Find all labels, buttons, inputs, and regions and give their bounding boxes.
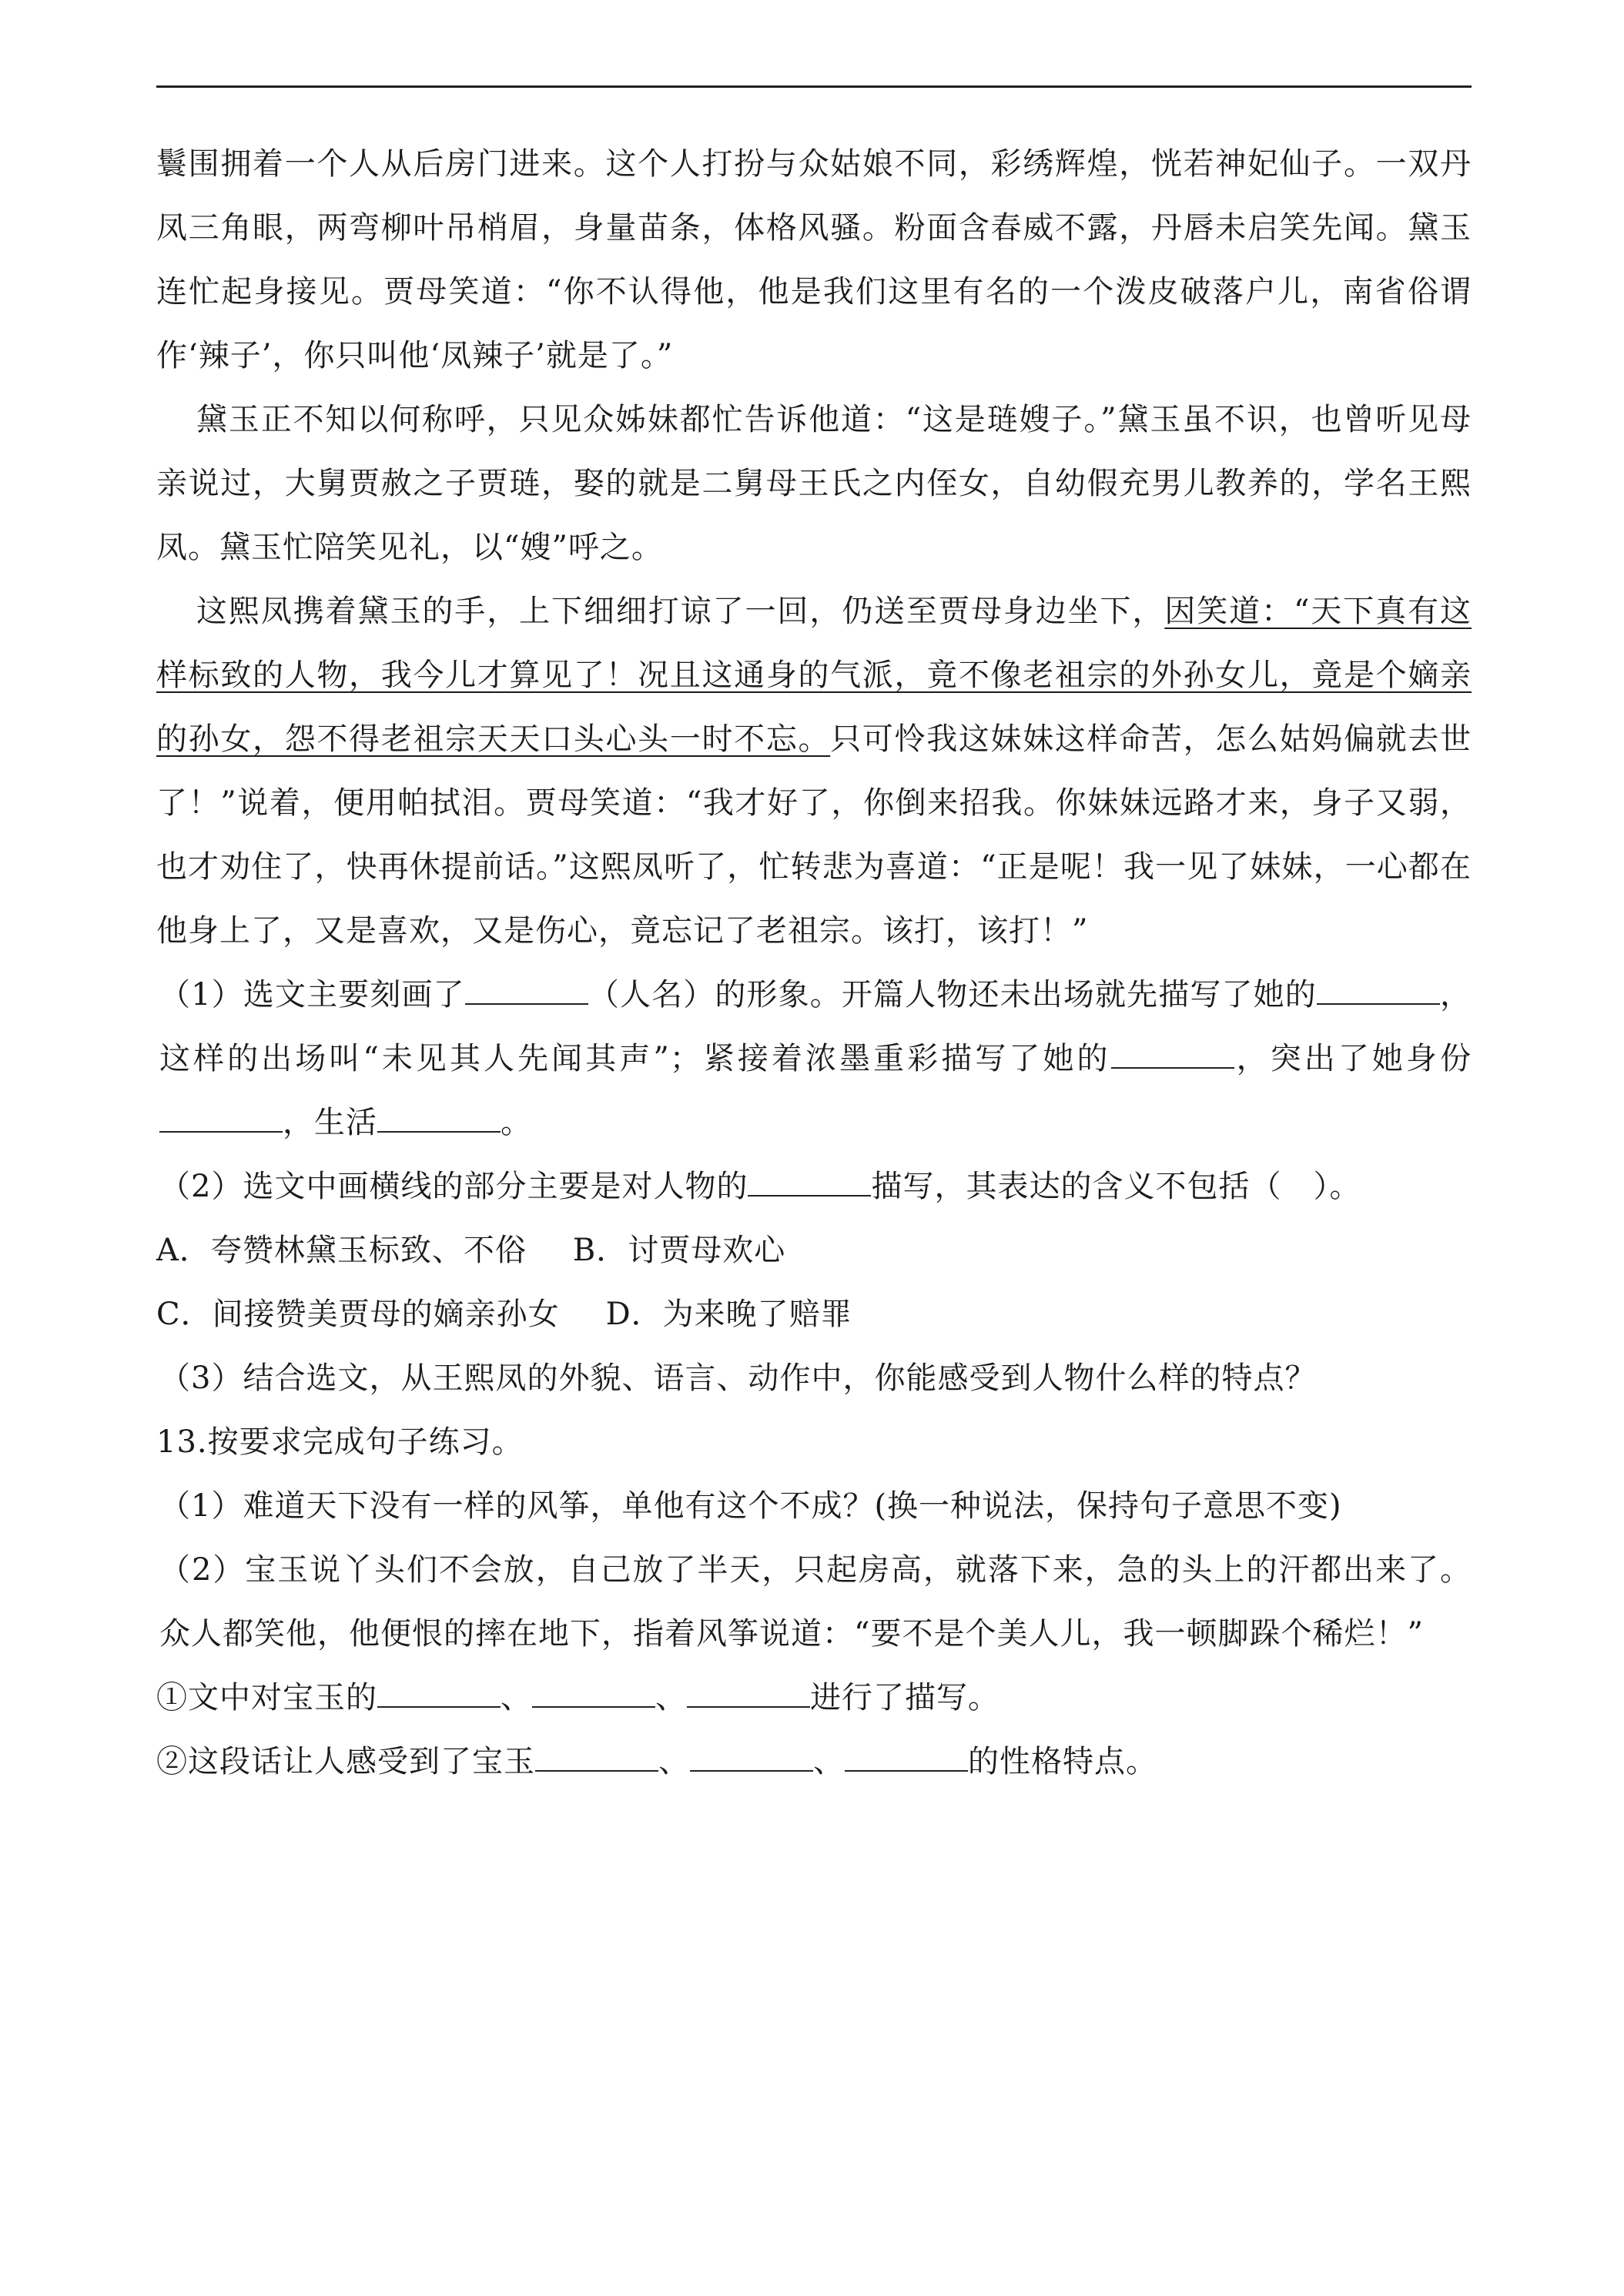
- question-1: [156, 963, 1472, 1155]
- option-d[interactable]: D．为来晚了赔罪: [605, 1297, 852, 1332]
- sub-question-1: [156, 1666, 1472, 1730]
- options-row-1: [156, 1219, 1472, 1283]
- sub-question-2: [156, 1730, 1472, 1794]
- q1-text-f: 。: [501, 1105, 532, 1140]
- passage-paragraph-2: 黛玉正不知以何称呼，只见众姊妹都忙告诉他道：“这是琏嫂子。”黛玉虽不识，也曾听见母亲说过，大舅贾赦之子贾琏，娶的就是二舅母王氏之内侄女，自幼假充男儿教养的，学名王熙凤。黛玉忙陪笑见礼，以“嫂”呼之。: [156, 402, 1472, 565]
- answer-blank[interactable]: [845, 1747, 968, 1772]
- answer-blank[interactable]: [1317, 980, 1440, 1005]
- separator: 、: [658, 1744, 690, 1779]
- passage-p3-before: 这熙凤携着黛玉的手，上下细细打谅了一回，仍送至贾母身边坐下，: [196, 594, 1165, 629]
- answer-blank[interactable]: [377, 1683, 501, 1708]
- answer-blank[interactable]: [1111, 1044, 1234, 1069]
- separator: 、: [813, 1744, 845, 1779]
- answer-blank[interactable]: [748, 1172, 871, 1197]
- sub1-text-b: 进行了描写。: [810, 1680, 1000, 1715]
- passage-p3-after: 只可怜我这妹妹这样命苦，怎么姑妈偏就去世了！”说着，便用帕拭泪。贾母笑道：“我才好了，你倒来招我。你妹妹远路才来，身子又弱，也才劝住了，快再休提前话。”这熙凤听了，忙转悲为喜道：“正是呢！我一见了妹妹，一心都在他身上了，又是喜欢，又是伤心，竟忘记了老祖宗。该打，该打！”: [156, 721, 1472, 949]
- question-2: [156, 1155, 1472, 1219]
- q1-text-e: ，生活: [283, 1105, 377, 1140]
- underlined-sentence: 因笑道：“天下真有这样标致的人物，我今儿才算见了！况且这通身的气派，竟不像老祖宗的外孙女儿，竟是个嫡亲的孙女，怨不得老祖宗天天口头心头一时不忘。: [156, 594, 1472, 757]
- answer-blank[interactable]: [690, 1747, 813, 1772]
- option-c[interactable]: C．间接赞美贾母的嫡亲孙女: [156, 1297, 560, 1332]
- q2-text-b: 描写，其表达的含义不包括（ ）。: [871, 1169, 1361, 1204]
- option-b[interactable]: B．讨贾母欢心: [572, 1233, 786, 1268]
- sub2-text-b: 的性格特点。: [968, 1744, 1157, 1779]
- answer-blank[interactable]: [465, 980, 588, 1005]
- separator: 、: [655, 1680, 687, 1715]
- q1-text-d: ，突出了她身份: [1234, 1041, 1472, 1076]
- sub1-text-a: ①文中对宝玉的: [156, 1680, 377, 1715]
- answer-blank[interactable]: [532, 1683, 655, 1708]
- question-13-2: （2）宝玉说丫头们不会放，自己放了半天，只起房高，就落下来，急的头上的汗都出来了。众人都笑他，他便恨的摔在地下，指着风筝说道：“要不是个美人儿，我一顿脚跺个稀烂！”: [159, 1552, 1472, 1652]
- sub2-text-a: ②这段话让人感受到了宝玉: [156, 1744, 535, 1779]
- document-page: [156, 132, 1472, 1794]
- q1-text-b: （人名）的形象。开篇人物还未出场就先描写了她的: [588, 977, 1317, 1012]
- q1-text-c: ，这样的出场叫“未见其人先闻其声”；紧接着浓墨重彩描写了她的: [159, 977, 1472, 1076]
- header-rule: [156, 85, 1472, 88]
- options-row-2: [156, 1283, 1472, 1347]
- answer-blank[interactable]: [535, 1747, 658, 1772]
- passage-paragraph-3: [156, 580, 1472, 963]
- question-13-title: 13.按要求完成句子练习。: [156, 1424, 524, 1460]
- q2-text-a: （2）选文中画横线的部分主要是对人物的: [159, 1169, 748, 1204]
- separator: 、: [501, 1680, 532, 1715]
- answer-blank[interactable]: [159, 1108, 283, 1133]
- question-13-1: （1）难道天下没有一样的风筝，单他有这个不成？(换一种说法，保持句子意思不变): [159, 1488, 1342, 1524]
- q1-text-a: （1）选文主要刻画了: [159, 977, 465, 1012]
- question-3: （3）结合选文，从王熙凤的外貌、语言、动作中，你能感受到人物什么样的特点？: [159, 1361, 1317, 1396]
- option-a[interactable]: A．夸赞林黛玉标致、不俗: [156, 1233, 527, 1268]
- answer-blank[interactable]: [377, 1108, 501, 1133]
- passage-paragraph-1: 鬟围拥着一个人从后房门进来。这个人打扮与众姑娘不同，彩绣辉煌，恍若神妃仙子。一双丹凤三角眼，两弯柳叶吊梢眉，身量苗条，体格风骚。粉面含春威不露，丹唇未启笑先闻。黛玉连忙起身接见。贾母笑道：“你不认得他，他是我们这里有名的一个泼皮破落户儿，南省俗谓作‘辣子’，你只叫他‘凤辣子’就是了。”: [156, 146, 1472, 373]
- answer-blank[interactable]: [687, 1683, 810, 1708]
